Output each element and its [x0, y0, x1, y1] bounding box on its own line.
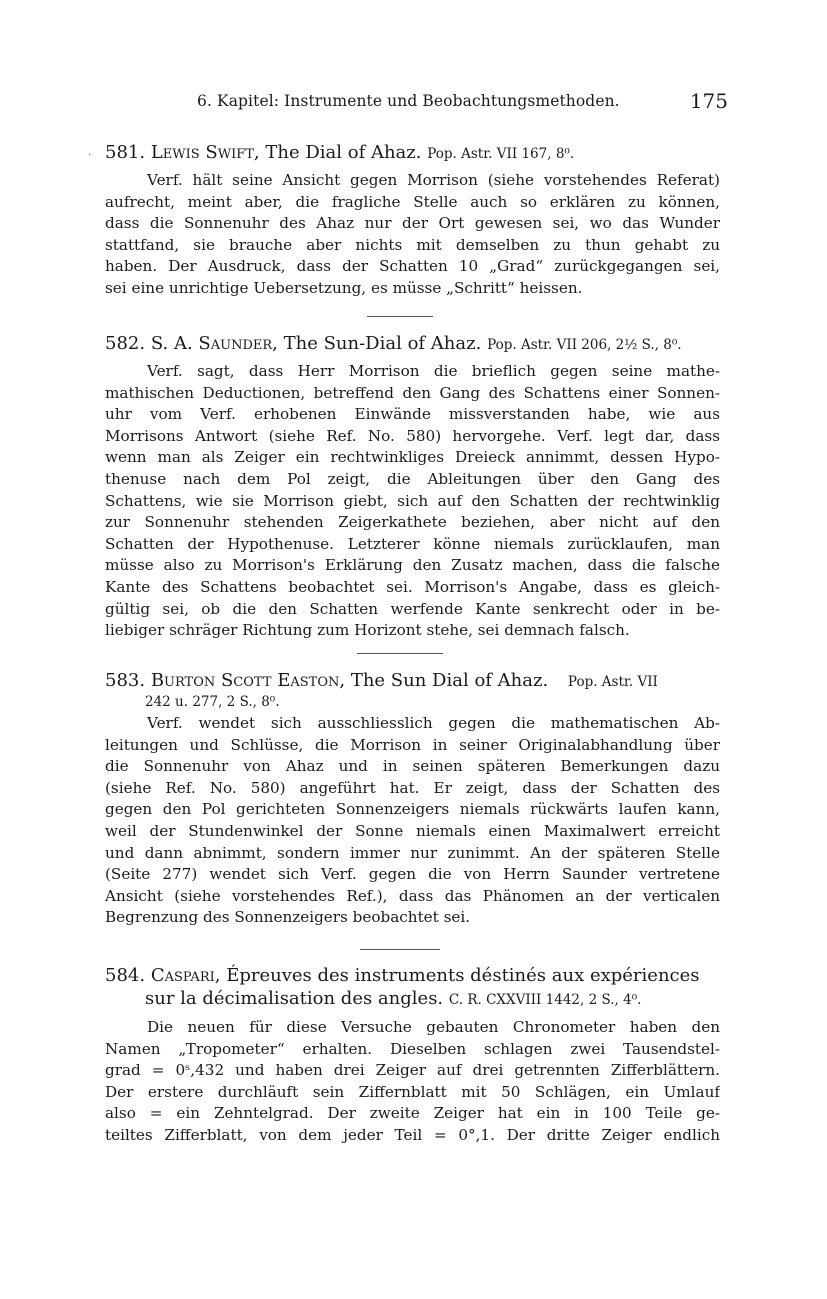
text-line: müsse also zu Morrison's Erklärung den Zusatz machen, dass die falsche [105, 556, 720, 575]
separator-rule [357, 653, 443, 654]
text-line: Morrisons Antwort (siehe Ref. No. 580) hervorgehe. Verf. legt dar, dass [105, 426, 720, 445]
text-line: Namen „Tropometer“ erhalten. Dieselben schlagen zwei Tausendstel- [105, 1039, 720, 1058]
entry-heading [105, 141, 720, 166]
text-line: Verf. sagt, dass Herr Morrison die brieflich gegen seine mathe- [147, 362, 720, 380]
entry-body [105, 170, 720, 300]
separator-rule [367, 316, 433, 317]
entry-author: S. A. Saunder, [150, 333, 278, 354]
text-line: wenn man als Zeiger ein rechtwinkliges Dreieck annimmt, dessen Hypo- [105, 448, 720, 467]
entry-583 [105, 669, 720, 929]
entry-source-continued: 242 u. 277, 2 S., 8⁰. [145, 694, 280, 710]
entry-number: 584. [105, 965, 146, 986]
text-line: (siehe Ref. No. 580) angeführt hat. Er zeigt, dass der Schatten des [105, 778, 720, 797]
separator-rule [360, 949, 440, 950]
text-line: teiltes Zifferblatt, von dem jeder Teil = 0°,1. Der dritte Zeiger endlich [105, 1125, 720, 1144]
entry-body [105, 361, 720, 642]
entry-number: 583. [105, 670, 146, 691]
entry-title-continued: sur la décimalisation des angles. [145, 988, 444, 1009]
text-line: Die neuen für diese Versuche gebauten Chronometer haben den [147, 1018, 720, 1036]
text-line: Schatten der Hypothenuse. Letzterer könne niemals zurücklaufen, man [105, 534, 720, 553]
entry-title: Épreuves des instruments déstinés aux expériences [226, 965, 700, 986]
entry-582 [105, 332, 720, 642]
entry-title: The Sun Dial of Ahaz. [350, 670, 549, 691]
running-title: 6. Kapitel: Instrumente und Beobachtungsmethoden. [197, 92, 620, 110]
text-line: thenuse nach dem Pol zeigt, die Ableitungen über den Gang des [105, 469, 720, 488]
entry-581 [105, 141, 720, 300]
text-line: uhr vom Verf. erhobenen Einwände missverstanden habe, wie aus [105, 405, 720, 424]
entry-title: The Dial of Ahaz. [265, 142, 422, 163]
entry-heading [105, 332, 720, 357]
text-line: Begrenzung des Sonnenzeigers beobachtet sei. [105, 908, 471, 927]
entry-heading [105, 669, 720, 694]
text-line: Ansicht (siehe vorstehendes Ref.), dass das Phänomen an der verticalen [105, 886, 720, 905]
text-line: gültig sei, ob die den Schatten werfende Kante senkrecht oder in be- [105, 599, 720, 618]
text-line: Der erstere durchläuft sein Ziffernblatt mit 50 Schlägen, ein Umlauf [105, 1082, 720, 1101]
entry-title: The Sun-Dial of Ahaz. [283, 333, 482, 354]
entry-source: Pop. Astr. VII [567, 674, 658, 690]
entry-body [105, 1017, 720, 1147]
text-line: aufrecht, meint aber, die fragliche Stelle auch so erklären zu können, [105, 192, 720, 211]
entry-author: Caspari, [150, 965, 221, 986]
text-line: (Seite 277) wendet sich Verf. gegen die von Herrn Saunder vertretene [105, 865, 720, 884]
text-line: Verf. hält seine Ansicht gegen Morrison (siehe vorstehendes Referat) [147, 171, 720, 189]
text-line: liebiger schräger Richtung zum Horizont stehe, sei demnach falsch. [105, 621, 630, 640]
text-line: weil der Stundenwinkel der Sonne niemals einen Maximalwert erreicht [105, 821, 720, 840]
page-header [105, 89, 728, 116]
text-line: haben. Der Ausdruck, dass der Schatten 10 „Grad“ zurückgegangen sei, [105, 257, 720, 276]
text-line: dass die Sonnenuhr des Ahaz nur der Ort gewesen sei, wo das Wunder [105, 214, 720, 233]
text-line: leitungen und Schlüsse, die Morrison in seiner Originalabhandlung über [105, 735, 720, 754]
text-line: Kante des Schattens beobachtet sei. Morrison's Angabe, dass es gleich- [105, 577, 720, 596]
entry-number: 581. [105, 142, 146, 163]
margin-dot: · [88, 150, 92, 161]
entry-source: C. R. CXXVIII 1442, 2 S., 4⁰. [448, 992, 642, 1008]
entry-number: 582. [105, 333, 146, 354]
text-line: sei eine unrichtige Uebersetzung, es müsse „Schritt“ heissen. [105, 278, 583, 297]
text-line: Schattens, wie sie Morrison giebt, sich auf den Schatten der rechtwinklig [105, 491, 720, 510]
entry-584 [105, 964, 720, 1147]
entry-author: Lewis Swift, [150, 142, 260, 163]
text-line: gegen den Pol gerichteten Sonnenzeigers niemals rückwärts laufen kann, [105, 800, 720, 819]
text-line: Verf. wendet sich ausschliesslich gegen die mathematischen Ab- [147, 714, 720, 732]
entry-body [105, 713, 720, 929]
text-line: mathischen Deductionen, betreffend den Gang des Schattens einer Sonnen- [105, 383, 720, 402]
text-line: also = ein Zehntelgrad. Der zweite Zeiger hat ein in 100 Teile ge- [105, 1104, 720, 1123]
text-line: zur Sonnenuhr stehenden Zeigerkathete beziehen, aber nicht auf den [105, 513, 720, 532]
text-line: grad = 0ˢ,432 und haben drei Zeiger auf drei getrennten Zifferblättern. [105, 1061, 720, 1080]
text-line: und dann abnimmt, sondern immer nur zunimmt. An der späteren Stelle [105, 843, 720, 862]
entry-source: Pop. Astr. VII 167, 8⁰. [427, 146, 575, 162]
entry-author: Burton Scott Easton, [150, 670, 346, 691]
text-line: die Sonnenuhr von Ahaz und in seinen späteren Bemerkungen dazu [105, 757, 720, 776]
entry-heading [105, 964, 720, 1012]
text-line: stattfand, sie brauche aber nichts mit demselben zu thun gehabt zu [105, 235, 720, 254]
entry-source: Pop. Astr. VII 206, 2½ S., 8⁰. [487, 337, 682, 353]
page-number: 175 [689, 89, 728, 113]
